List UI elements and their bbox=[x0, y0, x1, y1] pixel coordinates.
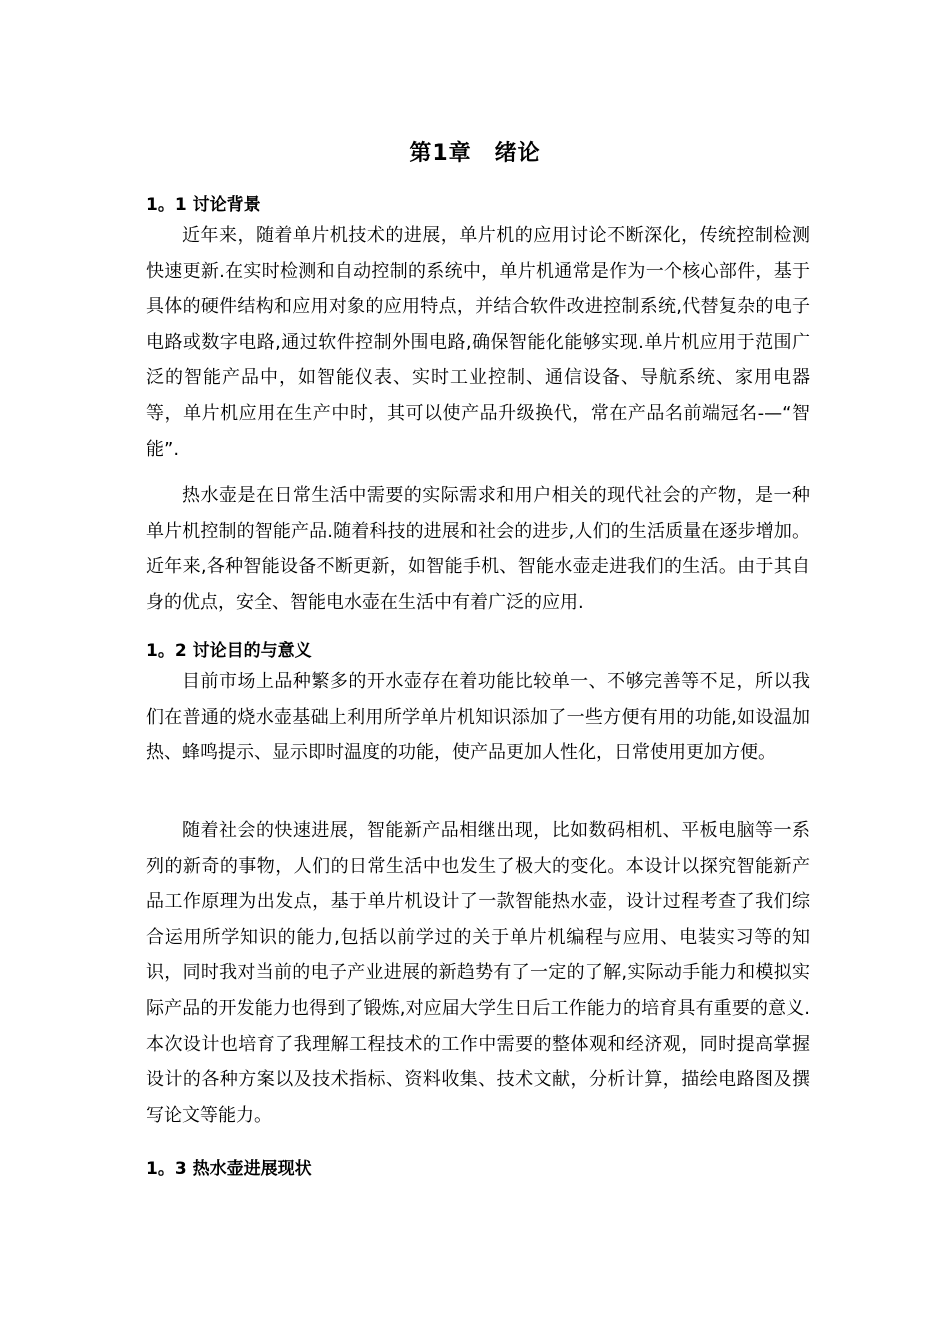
section-heading-1-2: 1。2 讨论目的与意义 bbox=[146, 641, 312, 661]
paragraph-background-1: 近年来，随着单片机技术的进展，单片机的应用讨论不断深化，传统控制检测快速更新.在实时检测和自动控制的系统中，单片机通常是作为一个核心部件，基于具体的硬件结构和应用对象的应用特点，并结合软件改进控制系统,代替复杂的电子电路或数字电路,通过软件控制外围电路,确保智能化能够实现.单片机应用于范围广泛的智能产品中，如智能仪表、实时工业控制、通信设备、导航系统、家用电器等，单片机应用在生产中时，其可以使产品升级换代，常在产品名前端冠名-—“智能”. bbox=[146, 225, 810, 460]
paragraph-purpose-1: 目前市场上品种繁多的开水壶存在着功能比较单一、不够完善等不足，所以我们在普通的烧水壶基础上利用所学单片机知识添加了一些方便有用的功能,如设温加热、蜂鸣提示、显示即时温度的功能，使产品更加人性化，日常使用更加方便。 bbox=[146, 671, 810, 764]
section-heading-1-1: 1。1 讨论背景 bbox=[146, 195, 261, 215]
paragraph-background-2: 热水壶是在日常生活中需要的实际需求和用户相关的现代社会的产物，是一种单片机控制的智能产品.随着科技的进展和社会的进步,人们的生活质量在逐步增加。近年来,各种智能设备不断更新，如智能手机、智能水壶走进我们的生活。由于其自身的优点，安全、智能电水壶在生活中有着广泛的应用. bbox=[146, 485, 810, 613]
paragraph-purpose-2: 随着社会的快速进展，智能新产品相继出现，比如数码相机、平板电脑等一系列的新奇的事物，人们的日常生活中也发生了极大的变化。本设计以探究智能新产品工作原理为出发点，基于单片机设计了一款智能热水壶，设计过程考查了我们综合运用所学知识的能力,包括以前学过的关于单片机编程与应用、电装实习等的知识，同时我对当前的电子产业进展的新趋势有了一定的了解,实际动手能力和模拟实际产品的开发能力也得到了锻炼,对应届大学生日后工作能力的培育具有重要的意义.本次设计也培育了我理解工程技术的工作中需要的整体观和经济观，同时提高掌握设计的各种方案以及技术指标、资料收集、技术文献，分析计算，描绘电路图及撰写论文等能力。 bbox=[146, 820, 810, 1126]
section-heading-1-3: 1。3 热水壶进展现状 bbox=[146, 1159, 312, 1179]
chapter-title: 第1章 绪论 bbox=[409, 141, 541, 166]
